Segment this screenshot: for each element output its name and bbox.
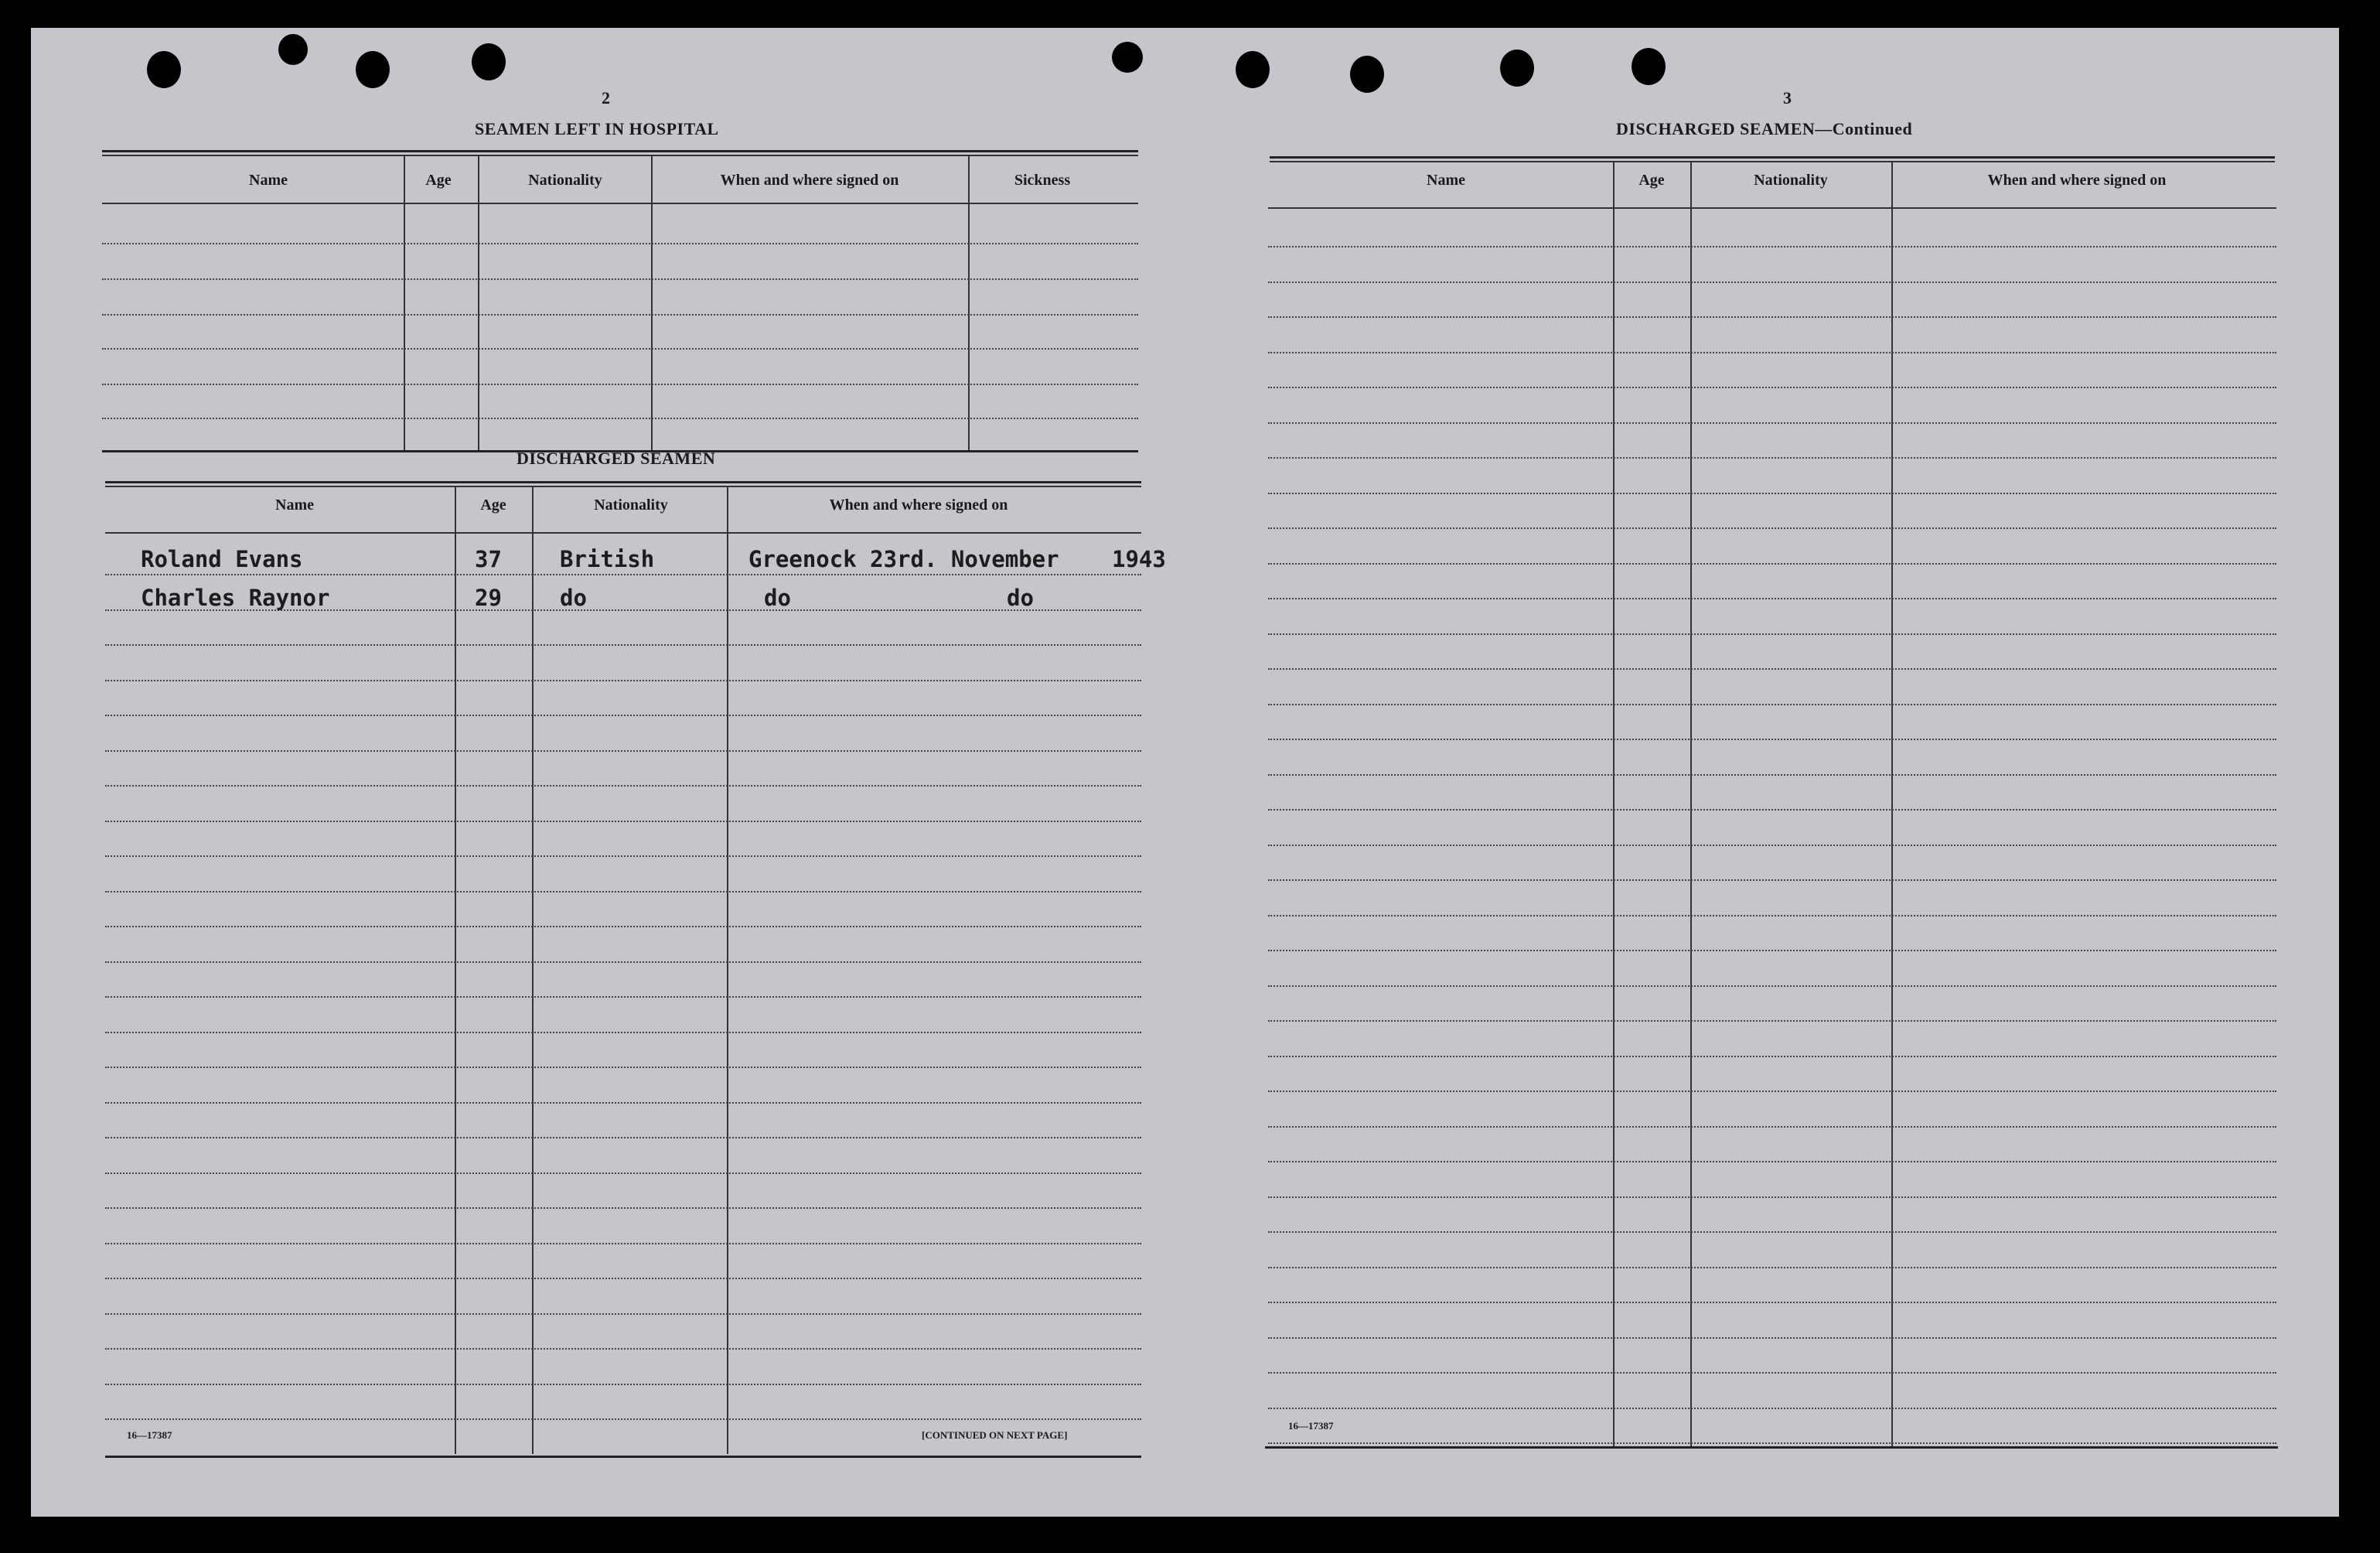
row-line — [102, 278, 1138, 280]
entry-nationality: do — [560, 585, 587, 611]
header-underline — [102, 203, 1138, 204]
column-divider — [532, 487, 534, 1454]
row-line — [105, 680, 1141, 681]
right-col-nationality: Nationality — [1754, 172, 1828, 189]
row-line — [1268, 1442, 2276, 1444]
row-line — [1268, 1126, 2276, 1128]
row-line — [1268, 422, 2276, 424]
row-line — [102, 243, 1138, 244]
entry-nationality: British — [560, 546, 655, 572]
row-line — [1268, 985, 2276, 987]
column-divider — [478, 156, 479, 450]
column-divider — [1613, 162, 1615, 1446]
table-rule — [1265, 1446, 2278, 1449]
header-underline — [105, 532, 1141, 534]
punch-hole — [1112, 42, 1143, 73]
hospital-col-nationality: Nationality — [528, 172, 602, 189]
column-divider — [1690, 162, 1692, 1446]
right-col-signed-on: When and where signed on — [1987, 172, 2167, 189]
row-line — [1268, 1372, 2276, 1374]
page-number-left: 2 — [602, 88, 610, 108]
row-line — [1268, 739, 2276, 740]
discharged-section-title: DISCHARGED SEAMEN — [517, 449, 716, 468]
row-line — [1268, 809, 2276, 811]
row-line — [102, 384, 1138, 385]
row-line — [1268, 352, 2276, 353]
column-divider — [727, 487, 728, 1454]
punch-hole — [278, 34, 308, 65]
row-line — [1268, 527, 2276, 529]
hospital-col-signed-on: When and where signed on — [720, 172, 899, 189]
row-line — [105, 1348, 1141, 1350]
row-line — [1268, 1056, 2276, 1057]
row-line — [1268, 1408, 2276, 1409]
hospital-section-title: SEAMEN LEFT IN HOSPITAL — [475, 119, 719, 138]
row-line — [1268, 1196, 2276, 1198]
row-line — [1268, 387, 2276, 388]
row-line — [1268, 598, 2276, 599]
row-line — [1268, 493, 2276, 494]
row-line — [105, 1137, 1141, 1138]
row-line — [1268, 1091, 2276, 1092]
punch-hole — [147, 51, 181, 88]
punch-hole — [472, 43, 506, 80]
form-number-right: 16—17387 — [1288, 1420, 1334, 1432]
column-divider — [1891, 162, 1893, 1446]
hospital-col-sickness: Sickness — [1014, 172, 1071, 189]
discharged-col-age: Age — [480, 497, 506, 514]
table-rule — [105, 481, 1141, 483]
hospital-col-name: Name — [249, 172, 288, 189]
punch-hole — [1350, 56, 1384, 93]
column-divider — [455, 487, 456, 1454]
hospital-col-age: Age — [425, 172, 452, 189]
entry-name: Roland Evans — [141, 546, 303, 572]
row-line — [105, 785, 1141, 787]
row-line — [1268, 1302, 2276, 1303]
punch-hole — [1236, 51, 1270, 88]
table-rule — [1270, 156, 2275, 159]
table-rule — [1270, 161, 2275, 162]
row-line — [105, 996, 1141, 998]
row-line — [1268, 1020, 2276, 1022]
row-line — [1268, 950, 2276, 951]
entry-year: do — [1007, 585, 1034, 611]
row-line — [105, 1102, 1141, 1104]
entry-signed-on: do — [764, 585, 791, 611]
row-line — [1268, 633, 2276, 635]
row-line — [102, 314, 1138, 316]
row-line — [1268, 704, 2276, 705]
row-line — [1268, 915, 2276, 916]
row-line — [102, 418, 1138, 419]
column-divider — [651, 156, 653, 450]
entry-age: 29 — [475, 585, 502, 611]
row-line — [105, 1067, 1141, 1068]
row-line — [105, 961, 1141, 963]
row-line — [105, 1278, 1141, 1279]
row-line — [105, 750, 1141, 752]
row-line — [105, 1313, 1141, 1315]
punch-hole — [1500, 49, 1534, 87]
row-line — [105, 855, 1141, 857]
row-line — [1268, 668, 2276, 670]
table-rule — [105, 1456, 1141, 1458]
punch-hole — [356, 51, 390, 88]
column-divider — [968, 156, 970, 450]
row-line — [1268, 845, 2276, 846]
row-line — [105, 1384, 1141, 1385]
row-line — [1268, 246, 2276, 247]
right-col-name: Name — [1427, 172, 1465, 189]
row-line — [105, 715, 1141, 716]
discharged-col-name: Name — [275, 497, 314, 514]
row-line — [1268, 774, 2276, 776]
right-col-age: Age — [1638, 172, 1665, 189]
header-underline — [1268, 207, 2276, 209]
row-line — [1268, 1161, 2276, 1162]
entry-name: Charles Raynor — [141, 585, 330, 611]
row-line — [105, 1207, 1141, 1209]
row-line — [105, 891, 1141, 893]
entry-age: 37 — [475, 546, 502, 572]
continued-note: [CONTINUED ON NEXT PAGE] — [922, 1429, 1068, 1441]
row-line — [1268, 282, 2276, 283]
entry-year: 1943 — [1112, 546, 1166, 572]
row-line — [1268, 879, 2276, 881]
row-line — [105, 574, 1141, 575]
document-sheet — [31, 28, 2339, 1517]
row-line — [1268, 1267, 2276, 1268]
row-line — [105, 1418, 1141, 1420]
row-line — [105, 1032, 1141, 1033]
table-rule — [105, 486, 1141, 487]
row-line — [105, 644, 1141, 646]
entry-signed-on: Greenock 23rd. November — [748, 546, 1059, 572]
discharged-col-signed-on: When and where signed on — [829, 497, 1008, 514]
table-rule — [102, 150, 1138, 152]
table-rule — [102, 155, 1138, 156]
row-line — [105, 1172, 1141, 1174]
row-line — [1268, 563, 2276, 565]
punch-hole — [1632, 48, 1666, 85]
row-line — [1268, 316, 2276, 318]
row-line — [105, 926, 1141, 927]
row-line — [102, 348, 1138, 350]
column-divider — [404, 156, 405, 450]
row-line — [1268, 1337, 2276, 1339]
row-line — [1268, 457, 2276, 459]
row-line — [105, 1243, 1141, 1244]
form-number-left: 16—17387 — [127, 1429, 172, 1441]
page-number-right: 3 — [1783, 88, 1792, 108]
discharged-col-nationality: Nationality — [594, 497, 668, 514]
discharged-continued-title: DISCHARGED SEAMEN—Continued — [1616, 119, 1913, 138]
row-line — [1268, 1231, 2276, 1233]
row-line — [105, 821, 1141, 822]
